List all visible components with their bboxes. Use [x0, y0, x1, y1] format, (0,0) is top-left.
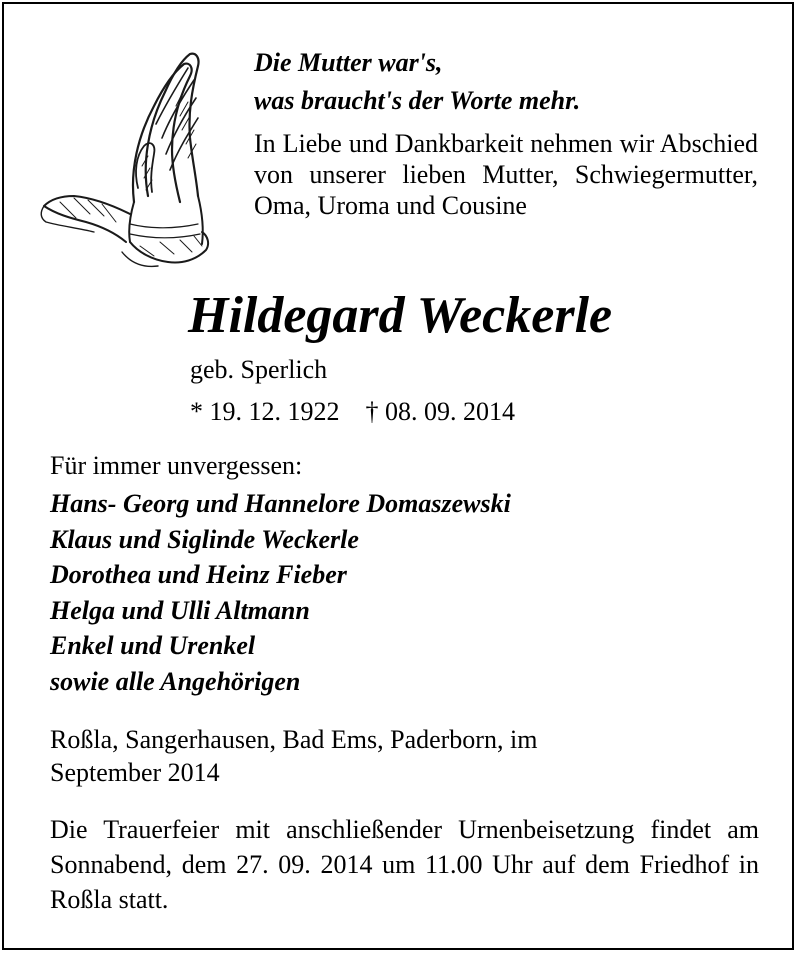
deceased-name: Hildegard Weckerle	[188, 287, 613, 344]
mourner-item: Klaus und Siglinde Weckerle	[50, 524, 359, 554]
motto-line-1: Die Mutter war's,	[254, 48, 443, 77]
service-info: Die Trauerfeier mit anschließender Urnenbeisetzung findet am Sonnabend, dem 27. 09. 2014 um 11.00 Uhr auf dem Friedhof in Roßla statt.	[50, 815, 759, 914]
mourner-item: Enkel und Urenkel	[50, 631, 256, 661]
birth-date: * 19. 12. 1922	[190, 397, 340, 426]
mourner-item: Helga und Ulli Altmann	[50, 595, 310, 625]
place-date-line-2: September 2014	[50, 758, 220, 787]
obituary-frame	[2, 2, 794, 950]
place-date	[50, 723, 650, 789]
mourners-list	[50, 486, 511, 700]
mourner-item: Dorothea und Heinz Fieber	[50, 560, 347, 590]
motto-line-2: was braucht's der Worte mehr.	[254, 86, 581, 115]
praying-hands-icon	[30, 46, 220, 268]
intro-text: In Liebe und Dankbarkeit nehmen wir Abschied von unserer lieben Mutter, Schwiegermutter, Oma, Uroma und Cousine	[254, 129, 758, 220]
place-date-line-1: Roßla, Sangerhausen, Bad Ems, Paderborn, im	[50, 725, 538, 754]
mourners-intro: Für immer unvergessen:	[50, 451, 303, 480]
life-dates	[190, 396, 515, 428]
mourner-item: sowie alle Angehörigen	[50, 666, 301, 696]
motto	[254, 44, 580, 120]
maiden-name: geb. Sperlich	[190, 355, 328, 384]
death-date: † 08. 09. 2014	[365, 397, 515, 426]
mourner-item: Hans- Georg und Hannelore Domaszewski	[50, 489, 511, 518]
